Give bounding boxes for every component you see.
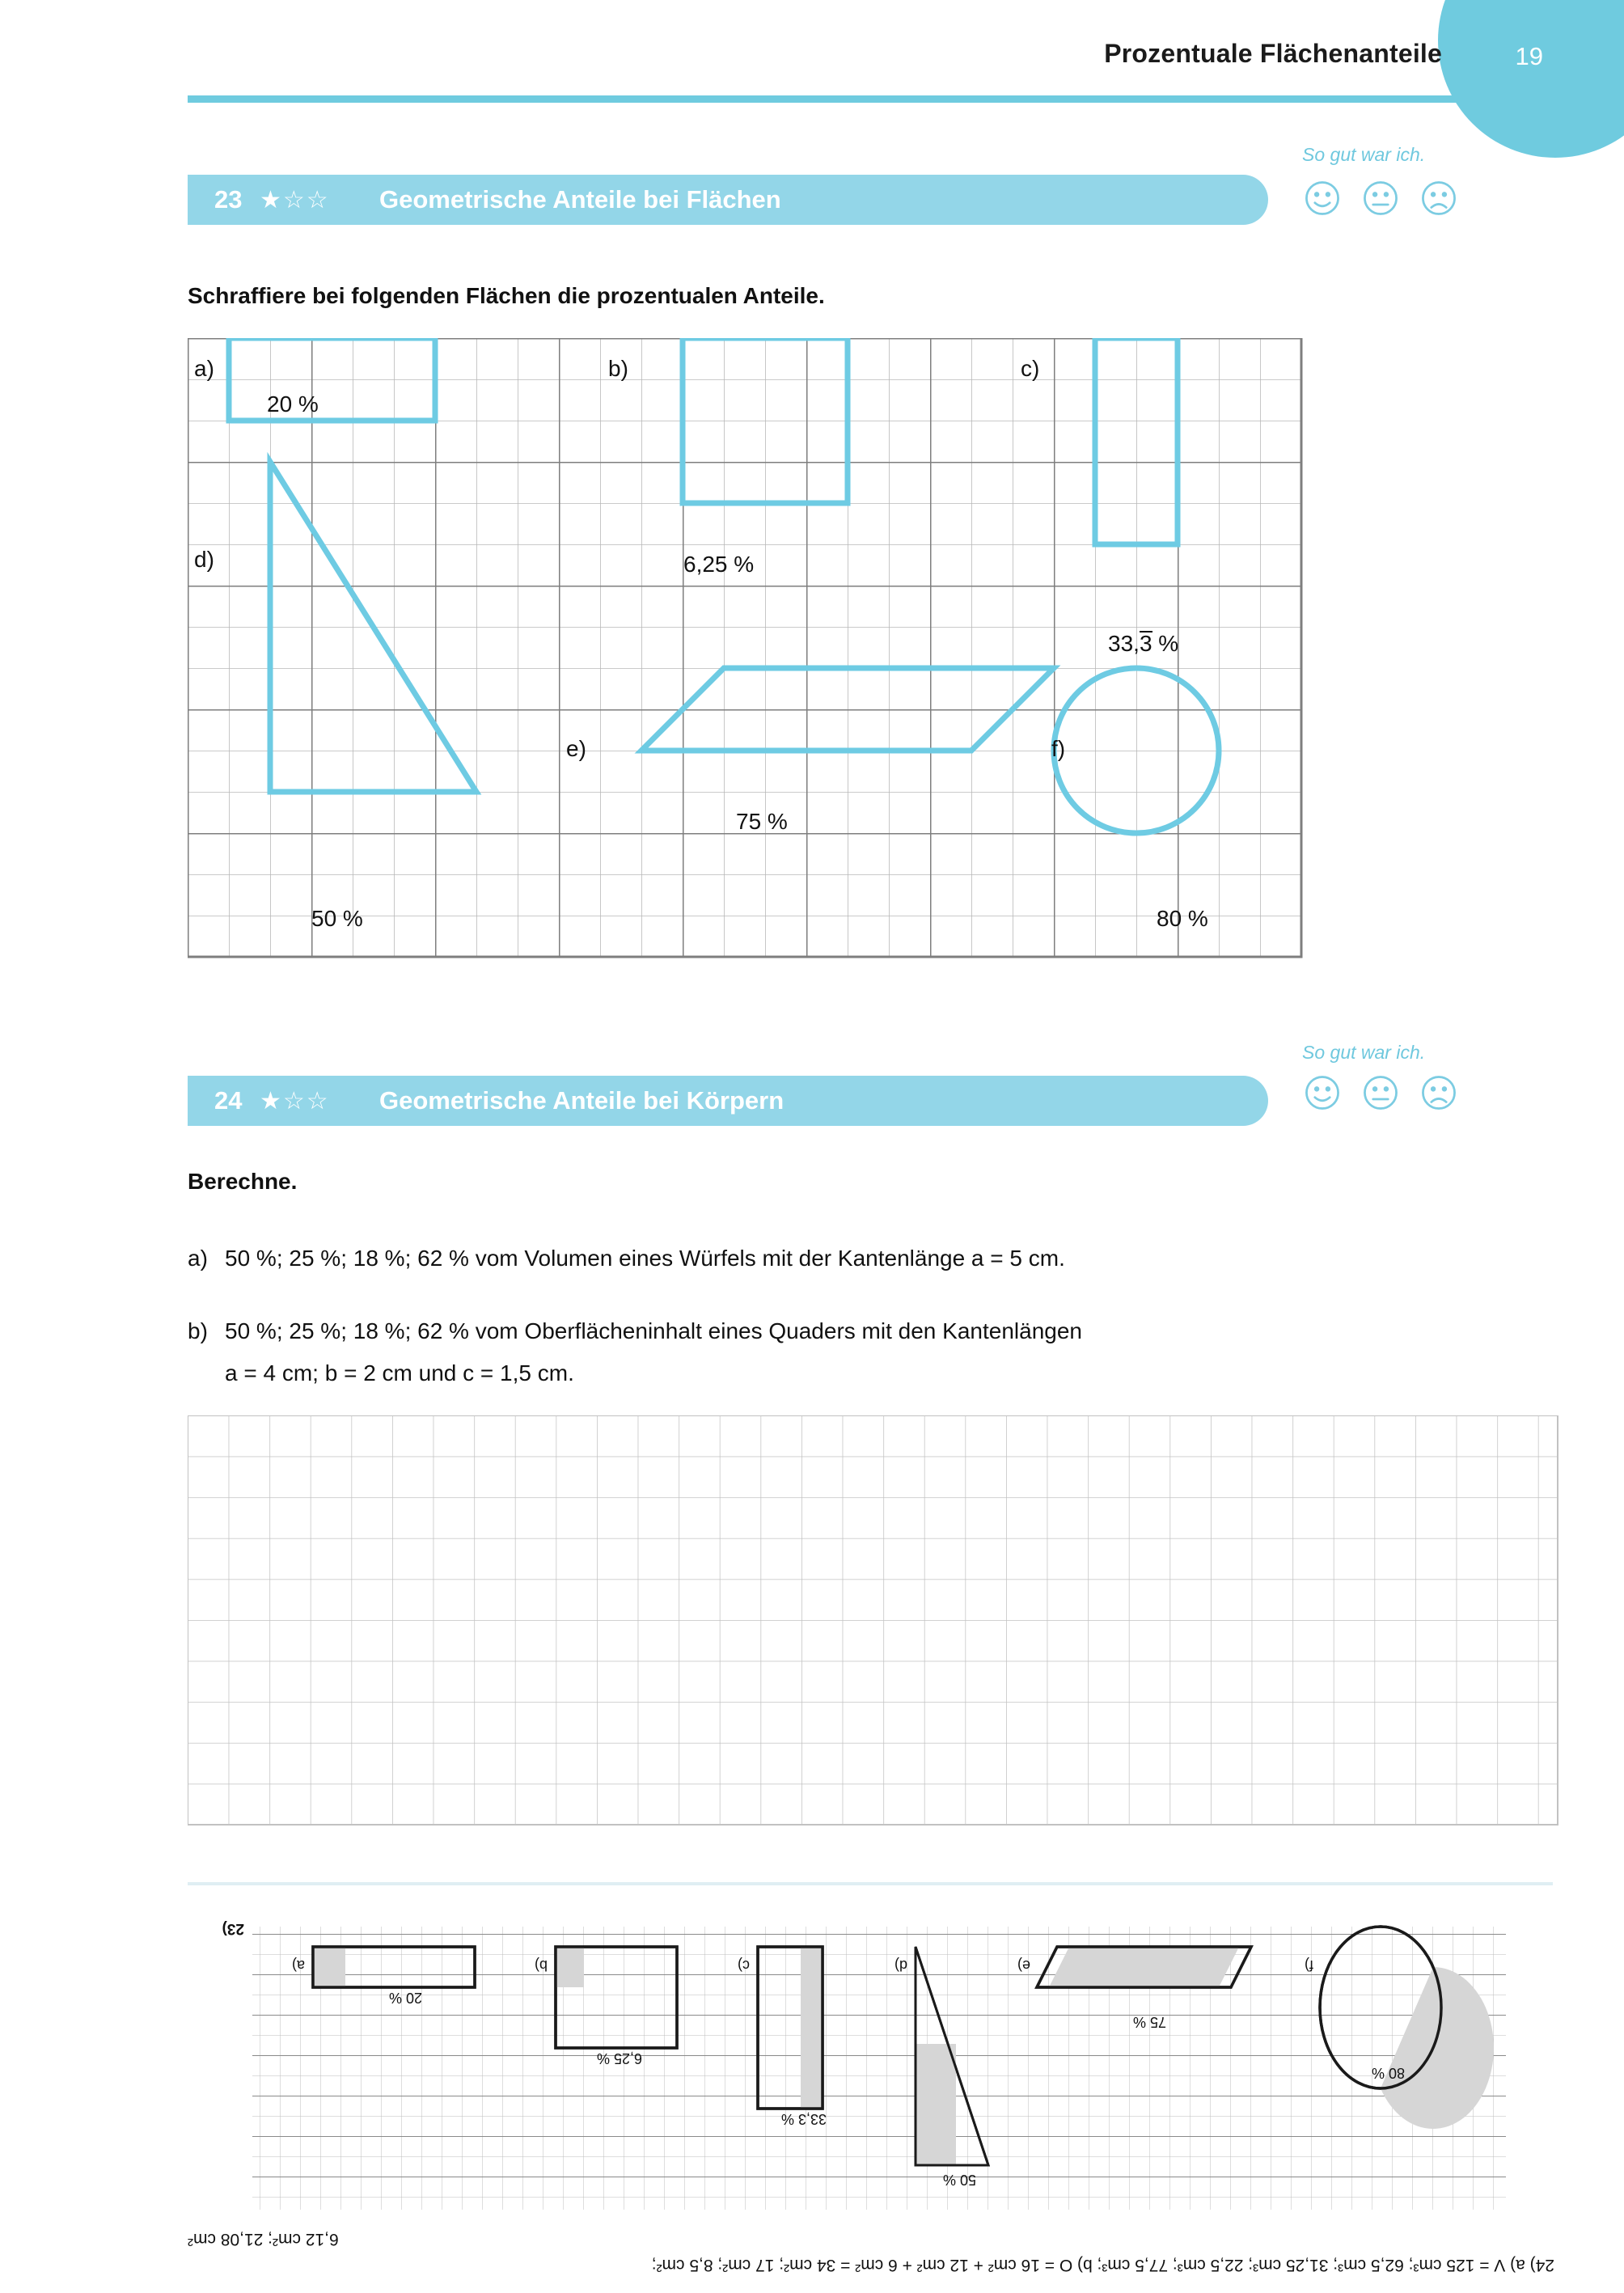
solution-percent-c: 33,3 % <box>780 2111 827 2128</box>
task-24-item-b-line2: a = 4 cm; b = 2 cm und c = 1,5 cm. <box>225 1360 574 1386</box>
task-24-answer-grid[interactable] <box>188 1415 1563 1832</box>
task-24-item-b-line1: 50 %; 25 %; 18 %; 62 % vom Oberflächeninhalt eines Quaders mit den Kantenlängen <box>225 1318 1082 1343</box>
happy-face-icon[interactable] <box>1304 1074 1341 1111</box>
solution-24-main: 24) a) V = 125 cm³; 62,5 cm³; 31,25 cm³; 22,5 cm³; 77,5 cm³; b) O = 16 cm² + 12 cm² + 6 cm² = 34 cm²; 17 cm²; 8,5 cm²; <box>651 2256 1554 2274</box>
neutral-face-icon[interactable] <box>1362 180 1399 217</box>
shape-label-d: d) <box>194 547 214 572</box>
task-23-number: 23 <box>214 185 243 214</box>
task-24-title: Geometrische Anteile bei Körpern <box>379 1086 785 1115</box>
task-24-difficulty-stars: ★☆☆ <box>260 1087 330 1115</box>
solution-key-b: b) <box>534 1957 548 1974</box>
task-24-header <box>188 1076 1268 1126</box>
task-23-instruction: Schraffiere bei folgenden Flächen die prozentualen Anteile. <box>188 283 825 308</box>
task-23-title: Geometrische Anteile bei Flächen <box>379 185 781 214</box>
task-23-bar <box>188 175 1268 225</box>
shape-label-c: c) <box>1021 356 1040 381</box>
task-23-header <box>188 175 1268 225</box>
page-number: 19 <box>1515 42 1543 70</box>
shape-percent-a: 20 % <box>267 391 319 417</box>
solution-key-f: f) <box>1305 1957 1313 1974</box>
solution-key-a: a) <box>291 1957 305 1974</box>
solution-label-23: 23) <box>222 1920 244 1938</box>
solution-block <box>188 1905 1554 2277</box>
shape-label-e: e) <box>566 736 586 761</box>
rating-faces-24[interactable] <box>1304 1074 1457 1111</box>
shape-label-a: a) <box>194 356 214 381</box>
shape-percent-d: 50 % <box>311 906 363 931</box>
solution-24-cont: 6,12 cm²; 21,08 cm² <box>188 2229 339 2249</box>
solution-percent-d: 50 % <box>942 2172 976 2189</box>
sad-face-icon[interactable] <box>1420 1074 1457 1111</box>
task-24-bar <box>188 1076 1268 1126</box>
rating-faces-23[interactable] <box>1304 180 1457 217</box>
solution-percent-b: 6,25 % <box>596 2050 642 2067</box>
grid-canvas-24 <box>188 1415 1563 1828</box>
grid-canvas-23 <box>188 338 1344 1001</box>
solution-line-24-cont-wrap <box>188 2226 1554 2250</box>
happy-face-icon[interactable] <box>1304 180 1341 217</box>
solution-grid-canvas <box>188 1917 1554 2218</box>
page-title: Prozentuale Flächenanteile <box>1104 39 1442 68</box>
shape-label-b: b) <box>608 356 628 381</box>
page-number-circle <box>1438 0 1624 158</box>
task-24-number: 24 <box>214 1086 243 1115</box>
shape-label-f: f) <box>1051 736 1066 761</box>
solution-figure-23 <box>188 1913 1554 2218</box>
shape-percent-f: 80 % <box>1157 906 1208 931</box>
solution-divider <box>188 1882 1553 1885</box>
task-24-item-a-text: 50 %; 25 %; 18 %; 62 % vom Volumen eines Würfels mit der Kantenlänge a = 5 cm. <box>225 1246 1065 1271</box>
shape-percent-e: 75 % <box>736 809 788 834</box>
shape-percent-b: 6,25 % <box>683 552 755 577</box>
shape-percent-c: 33,3 % <box>1108 631 1179 656</box>
solution-key-d: d) <box>894 1957 907 1974</box>
solution-key-c: c) <box>738 1957 750 1974</box>
header-rule <box>188 95 1624 103</box>
sad-face-icon[interactable] <box>1420 180 1457 217</box>
neutral-face-icon[interactable] <box>1362 1074 1399 1111</box>
solution-percent-f: 80 % <box>1371 2065 1405 2082</box>
task-23-difficulty-stars: ★☆☆ <box>260 186 330 214</box>
task-24-instruction: Berechne. <box>188 1169 298 1194</box>
task-24-item-b-key: b) <box>188 1318 208 1343</box>
task-24-item-a-key: a) <box>188 1246 208 1271</box>
solution-key-e: e) <box>1017 1957 1030 1974</box>
solution-percent-e: 75 % <box>1132 2014 1166 2031</box>
solution-line-24 <box>188 2253 1554 2277</box>
rating-label-24: So gut war ich. <box>1302 1042 1426 1063</box>
solution-percent-a: 20 % <box>388 1990 422 2007</box>
rating-label-23: So gut war ich. <box>1302 144 1426 165</box>
